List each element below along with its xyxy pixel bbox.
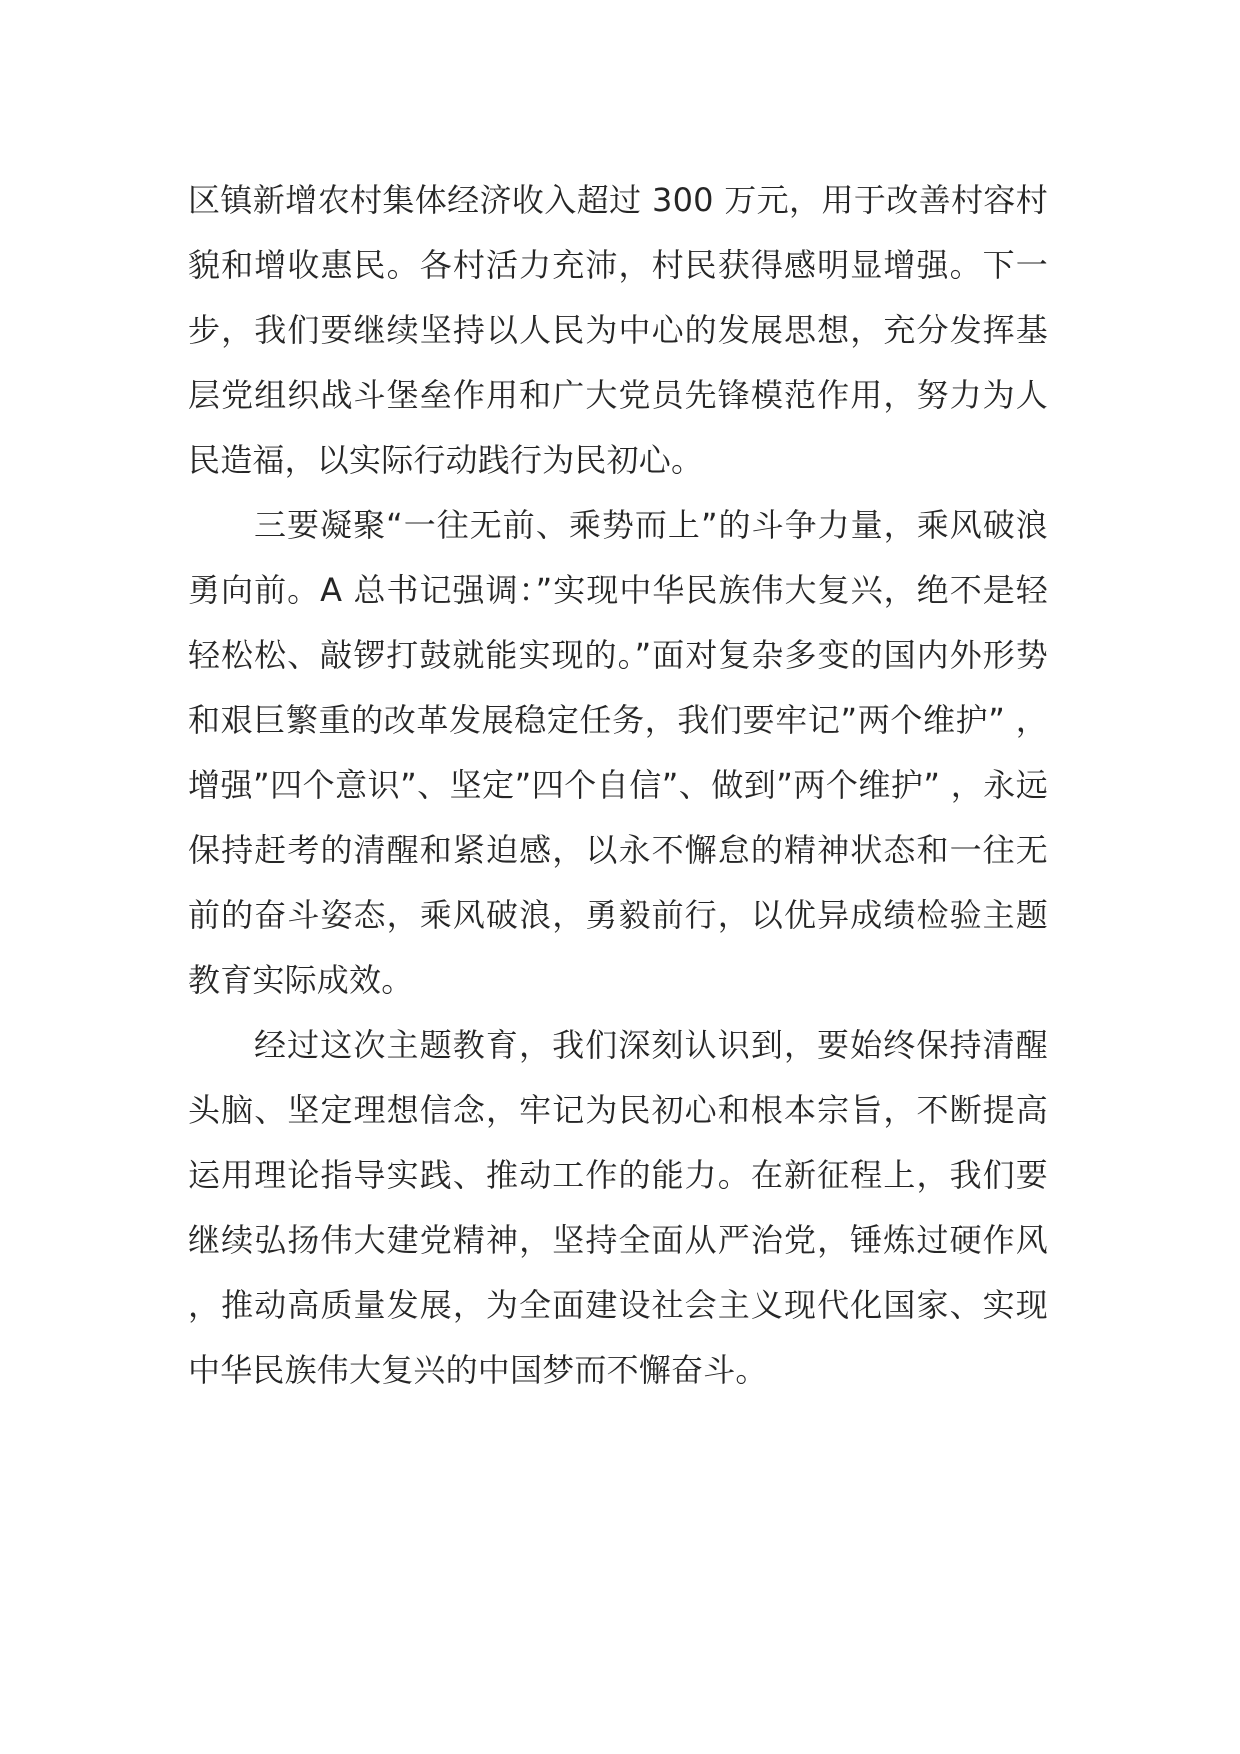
paragraph-2: 三要凝聚“一往无前、乘势而上”的斗争力量，乘风破浪勇向前。A 总书记强调：”实现中华民族伟大复兴，绝不是轻轻松松、敲锣打鼓就能实现的。”面对复杂多变的国内外形势和艰巨繁重的改革发展稳定任务，我们要牢记”两个维护” ，增强”四个意识”、坚定”四个自信”、做到”两个维护” ，永远保持赶考的清醒和紧迫感，以永不懈怠的精神状态和一往无前的奋斗姿态，乘风破浪，勇毅前行，以优异成绩检验主题教育实际成效。 bbox=[188, 506, 1048, 999]
paragraph-3: 经过这次主题教育，我们深刻认识到，要始终保持清醒头脑、坚定理想信念，牢记为民初心和根本宗旨，不断提高运用理论指导实践、推动工作的能力。在新征程上，我们要继续弘扬伟大建党精神，坚持全面从严治党，锤炼过硬作风，推动高质量发展，为全面建设社会主义现代化国家、实现中华民族伟大复兴的中国梦而不懈奋斗。 bbox=[188, 1026, 1048, 1389]
paragraph-1: 区镇新增农村集体经济收入超过 300 万元，用于改善村容村貌和增收惠民。各村活力充沛，村民获得感明显增强。下一步，我们要继续坚持以人民为中心的发展思想，充分发挥基层党组织战斗堡垒作用和广大党员先锋模范作用，努力为人民造福，以实际行动践行为民初心。 bbox=[188, 181, 1048, 479]
document-body bbox=[188, 168, 1048, 1403]
